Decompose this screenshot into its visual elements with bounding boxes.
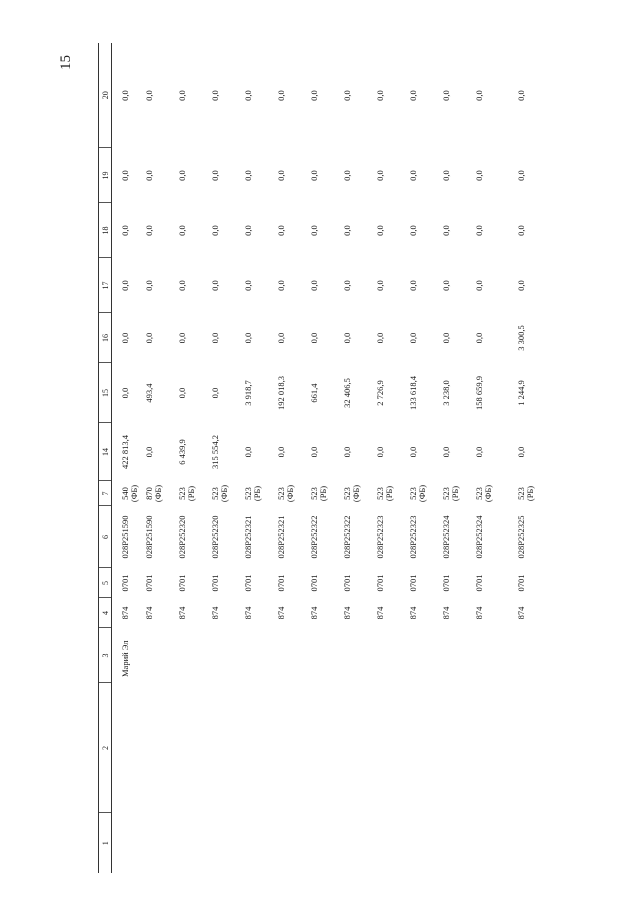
target-article-cell: 028P251590 [143,515,154,559]
col-2-cell [376,683,409,813]
column-header: 17 [99,258,112,313]
value-col-19-cell: 0,0 [473,170,484,181]
value-col-20-cell: 0,0 [374,90,385,101]
target-article-cell: 028P252322 [308,515,319,559]
col-1-cell [145,813,178,873]
value-col-18-cell: 0,0 [242,225,253,236]
col-2-cell [277,683,310,813]
expense-type-cell [343,481,376,506]
value-col-16-cell: 0,0 [374,332,385,344]
col-2-cell [145,683,178,813]
expense-type-code: 523 [308,487,319,500]
column-header: 14 [99,423,112,481]
value-col-20-cell: 0,0 [275,90,286,101]
expense-type-code: 523 [515,487,526,500]
budget-source: (ФБ) [129,484,139,503]
budget-source: (ФБ) [218,484,229,503]
value-col-15-cell: 0,0 [209,387,220,399]
value-col-16-cell: 0,0 [176,332,187,344]
expense-type-code: 523 [176,487,187,500]
col-2-cell [211,683,244,813]
table-row [310,43,343,873]
value-col-17-cell: 0,0 [120,280,130,291]
section-code-cell: 0701 [308,574,319,592]
value-col-19-cell: 0,0 [440,170,451,181]
value-col-18-cell: 0,0 [440,225,451,236]
section-code-cell: 0701 [407,574,418,592]
region-name-cell [442,628,475,683]
target-article-cell: 028P251590 [120,515,130,559]
table-row [211,43,244,873]
value-col-17-cell: 0,0 [341,280,352,291]
expense-type-code: 523 [275,487,286,500]
budget-source: (ФБ) [350,484,361,503]
value-col-20-cell: 0,0 [407,90,418,101]
column-header: 15 [99,363,112,423]
value-col-18-cell: 0,0 [308,225,319,236]
value-col-15-cell: 158 659,9 [473,376,484,410]
region-name-cell: Марий Эл [120,640,130,677]
value-col-14-cell: 0,0 [275,446,286,458]
budget-source: (РБ) [317,485,328,502]
value-col-14-cell: 6 439,9 [176,439,187,465]
value-col-14-cell: 0,0 [242,446,253,458]
expense-type-code: 523 [407,487,418,500]
grbs-code-cell: 874 [473,606,484,620]
region-name-cell [310,628,343,683]
col-1-cell [442,813,475,873]
grbs-code-cell: 874 [308,606,319,620]
col-1-cell [310,813,343,873]
value-col-15-cell: 661,4 [308,383,319,403]
value-col-20-cell: 0,0 [515,90,526,101]
value-col-20-cell: 0,0 [440,90,451,101]
value-col-20-cell: 0,0 [242,90,253,101]
region-name-cell [409,628,442,683]
expense-type-cell [376,481,409,506]
rotated-table-container [98,43,560,873]
table-row [475,43,508,873]
expense-type-code: 540 [120,487,130,500]
value-col-18-cell: 0,0 [473,225,484,236]
value-col-18-cell: 0,0 [176,225,187,236]
value-col-14-cell: 0,0 [473,446,484,458]
expense-type-cell [508,481,541,506]
value-col-14-cell: 0,0 [407,446,418,458]
expense-type-code: 523 [473,487,484,500]
value-col-15-cell: 3 238,0 [440,380,451,406]
value-col-19-cell: 0,0 [515,170,526,181]
grbs-code-cell: 874 [242,606,253,620]
grbs-code-cell: 874 [515,606,526,620]
header-row [99,43,112,873]
grbs-code-cell: 874 [120,606,130,620]
budget-source: (РБ) [185,485,196,502]
target-article-cell: 028P252321 [275,515,286,559]
table-row [409,43,442,873]
expense-type-code: 523 [440,487,451,500]
budget-source: (ФБ) [482,484,493,503]
target-article-cell: 028P252324 [440,515,451,559]
table-row [244,43,277,873]
expense-type-cell [442,481,475,506]
col-1-cell [244,813,277,873]
value-col-19-cell: 0,0 [143,170,154,181]
value-col-15-cell: 1 244,9 [515,380,526,406]
expense-type-code: 870 [143,487,154,500]
region-name-cell [277,628,310,683]
col-1-cell [508,813,541,873]
value-col-16-cell: 0,0 [209,332,220,344]
value-col-17-cell: 0,0 [275,280,286,291]
value-col-17-cell: 0,0 [473,280,484,291]
section-code-cell: 0701 [473,574,484,592]
column-header: 18 [99,203,112,258]
region-name-cell [178,628,211,683]
value-col-19-cell: 0,0 [242,170,253,181]
expense-type-cell [277,481,310,506]
col-1-cell [343,813,376,873]
value-col-18-cell: 0,0 [143,225,154,236]
col-1-cell [178,813,211,873]
section-code-cell: 0701 [209,574,220,592]
value-col-17-cell: 0,0 [209,280,220,291]
col-1-cell [277,813,310,873]
value-col-18-cell: 0,0 [374,225,385,236]
col-2-cell [178,683,211,813]
table-row [178,43,211,873]
budget-source: (РБ) [524,485,535,502]
target-article-cell: 028P252320 [176,515,187,559]
target-article-cell: 028P252325 [515,515,526,559]
value-col-19-cell: 0,0 [374,170,385,181]
target-article-cell: 028P252323 [407,515,418,559]
table-row [442,43,475,873]
region-name-cell [145,628,178,683]
table-body [112,43,541,873]
col-1-cell [112,813,145,873]
budget-source: (РБ) [251,485,262,502]
value-col-15-cell: 3 918,7 [242,380,253,406]
value-col-17-cell: 0,0 [440,280,451,291]
value-col-18-cell: 0,0 [209,225,220,236]
value-col-18-cell: 0,0 [407,225,418,236]
budget-table [98,43,541,873]
budget-source: (ФБ) [416,484,427,503]
grbs-code-cell: 874 [176,606,187,620]
table-row [343,43,376,873]
section-code-cell: 0701 [275,574,286,592]
budget-source: (ФБ) [152,484,163,503]
table-row [277,43,310,873]
value-col-15-cell: 0,0 [176,387,187,399]
value-col-19-cell: 0,0 [176,170,187,181]
value-col-18-cell: 0,0 [515,225,526,236]
col-1-cell [376,813,409,873]
table-row [112,43,145,873]
col-2-cell [310,683,343,813]
expense-type-cell [475,481,508,506]
table-row [508,43,541,873]
value-col-17-cell: 0,0 [308,280,319,291]
value-col-17-cell: 0,0 [374,280,385,291]
col-1-cell [409,813,442,873]
value-col-15-cell: 133 618,4 [407,376,418,410]
table-row [376,43,409,873]
grbs-code-cell: 874 [374,606,385,620]
value-col-20-cell: 0,0 [308,90,319,101]
value-col-16-cell: 0,0 [120,332,130,344]
grbs-code-cell: 874 [341,606,352,620]
column-header: 3 [99,628,112,683]
column-header: 2 [99,683,112,813]
value-col-18-cell: 0,0 [120,225,130,236]
value-col-14-cell: 0,0 [308,446,319,458]
value-col-20-cell: 0,0 [120,90,130,101]
col-2-cell [244,683,277,813]
target-article-cell: 028P252323 [374,515,385,559]
section-code-cell: 0701 [120,574,130,592]
col-1-cell [211,813,244,873]
target-article-cell: 028P252322 [341,515,352,559]
value-col-15-cell: 2 726,9 [374,380,385,406]
value-col-16-cell: 3 300,5 [515,325,526,351]
expense-type-code: 523 [341,487,352,500]
value-col-14-cell: 315 554,2 [209,435,220,469]
value-col-14-cell: 0,0 [143,446,154,458]
value-col-16-cell: 0,0 [473,332,484,344]
value-col-14-cell: 0,0 [440,446,451,458]
expense-type-cell [178,481,211,506]
value-col-20-cell: 0,0 [209,90,220,101]
target-article-cell: 028P252324 [473,515,484,559]
value-col-19-cell: 0,0 [275,170,286,181]
value-col-19-cell: 0,0 [209,170,220,181]
value-col-16-cell: 0,0 [242,332,253,344]
value-col-16-cell: 0,0 [407,332,418,344]
budget-source: (ФБ) [284,484,295,503]
col-2-cell [508,683,541,813]
value-col-15-cell: 32 406,5 [341,378,352,408]
value-col-17-cell: 0,0 [515,280,526,291]
grbs-code-cell: 874 [440,606,451,620]
value-col-17-cell: 0,0 [407,280,418,291]
col-2-cell [409,683,442,813]
value-col-14-cell: 0,0 [374,446,385,458]
value-col-17-cell: 0,0 [242,280,253,291]
value-col-20-cell: 0,0 [176,90,187,101]
value-col-14-cell: 0,0 [515,446,526,458]
value-col-19-cell: 0,0 [120,170,130,181]
page-number: 15 [58,55,74,70]
value-col-20-cell: 0,0 [341,90,352,101]
target-article-cell: 028P252320 [209,515,220,559]
value-col-20-cell: 0,0 [143,90,154,101]
column-header: 19 [99,148,112,203]
region-name-cell [244,628,277,683]
column-header: 1 [99,813,112,873]
value-col-15-cell: 192 018,3 [275,376,286,410]
section-code-cell: 0701 [440,574,451,592]
expense-type-code: 523 [374,487,385,500]
section-code-cell: 0701 [176,574,187,592]
value-col-18-cell: 0,0 [275,225,286,236]
grbs-code-cell: 874 [143,606,154,620]
column-header: 6 [99,506,112,568]
value-col-15-cell: 493,4 [143,383,154,403]
column-header: 5 [99,568,112,598]
col-1-cell [475,813,508,873]
section-code-cell: 0701 [374,574,385,592]
value-col-17-cell: 0,0 [176,280,187,291]
column-header: 16 [99,313,112,363]
expense-type-code: 523 [242,487,253,500]
col-2-cell [343,683,376,813]
expense-type-cell [244,481,277,506]
value-col-16-cell: 0,0 [308,332,319,344]
region-name-cell [211,628,244,683]
section-code-cell: 0701 [515,574,526,592]
value-col-16-cell: 0,0 [440,332,451,344]
column-header: 4 [99,598,112,628]
table-row [145,43,178,873]
grbs-code-cell: 874 [209,606,220,620]
grbs-code-cell: 874 [275,606,286,620]
expense-type-cell [211,481,244,506]
value-col-20-cell: 0,0 [473,90,484,101]
col-2-cell [475,683,508,813]
region-name-cell [343,628,376,683]
expense-type-cell [409,481,442,506]
value-col-16-cell: 0,0 [143,332,154,344]
value-col-16-cell: 0,0 [341,332,352,344]
value-col-19-cell: 0,0 [308,170,319,181]
grbs-code-cell: 874 [407,606,418,620]
region-name-cell [508,628,541,683]
value-col-19-cell: 0,0 [407,170,418,181]
value-col-19-cell: 0,0 [341,170,352,181]
value-col-14-cell: 0,0 [341,446,352,458]
expense-type-cell [310,481,343,506]
column-header: 7 [99,481,112,506]
budget-source: (РБ) [449,485,460,502]
col-2-cell [442,683,475,813]
section-code-cell: 0701 [341,574,352,592]
target-article-cell: 028P252321 [242,515,253,559]
region-name-cell [475,628,508,683]
expense-type-code: 523 [209,487,220,500]
value-col-18-cell: 0,0 [341,225,352,236]
expense-type-cell [145,481,178,506]
value-col-16-cell: 0,0 [275,332,286,344]
column-header: 20 [99,43,112,148]
value-col-14-cell: 422 813,4 [120,435,130,469]
value-col-15-cell: 0,0 [120,387,130,399]
section-code-cell: 0701 [143,574,154,592]
col-2-cell [112,683,145,813]
expense-type-cell [112,481,145,506]
region-name-cell [376,628,409,683]
section-code-cell: 0701 [242,574,253,592]
budget-source: (РБ) [383,485,394,502]
value-col-17-cell: 0,0 [143,280,154,291]
